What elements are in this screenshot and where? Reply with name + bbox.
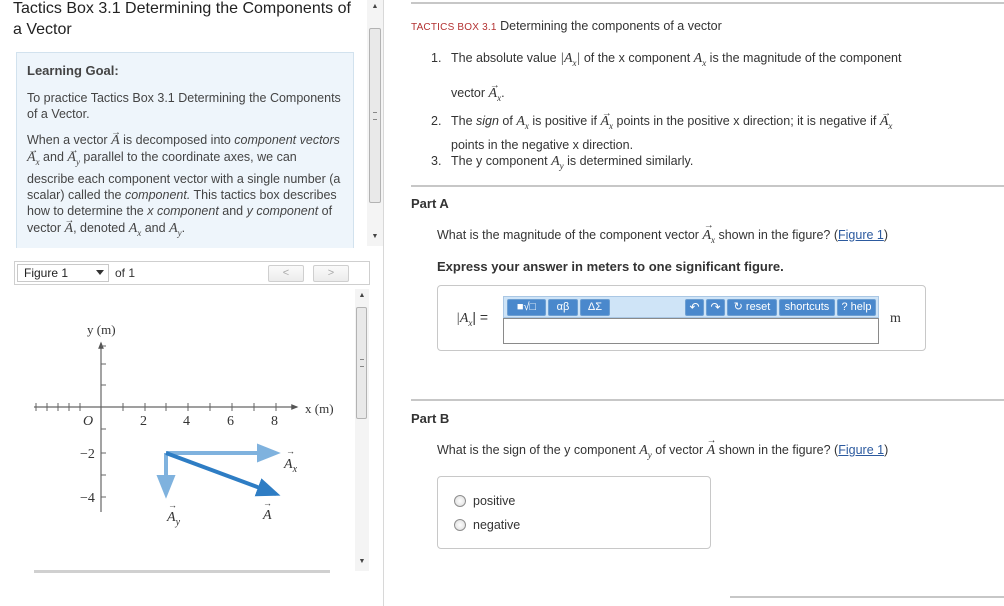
desc-text: and	[218, 204, 247, 219]
desc-emphasis: y component	[246, 204, 319, 219]
y-tick-label: −4	[80, 491, 95, 506]
y-tick-label: −2	[80, 447, 95, 462]
greek-letters-button[interactable]: αβ	[548, 299, 578, 316]
answer-unit: m	[890, 311, 901, 326]
help-button[interactable]: ? help	[837, 299, 876, 316]
arrow-accent-icon: →	[263, 498, 272, 508]
answer-instructions: Express your answer in meters to one significant figure.	[437, 259, 784, 274]
component-Ax: $A_x$	[128, 220, 142, 238]
arrow-accent-icon: →	[286, 446, 295, 456]
x-axis-label: x (m)	[305, 401, 334, 416]
step-text: is positive if	[528, 113, 601, 128]
divider	[730, 596, 1004, 598]
desc-emphasis: component.	[124, 188, 191, 203]
vector-Ax: → $A_x$	[702, 228, 715, 245]
desc-text: parallel to the coordinate axes, we can describe each component vector with a single number (a scalar) called the	[27, 150, 341, 203]
desc-text: of vector	[27, 204, 333, 235]
scroll-up-icon[interactable]: ▲	[358, 292, 366, 299]
scroll-up-icon[interactable]: ▲	[371, 3, 379, 10]
desc-emphasis: x component	[147, 204, 219, 219]
grip-icon	[360, 359, 364, 367]
part-b-title: Part B	[411, 411, 450, 426]
left-scrollbar[interactable]	[367, 0, 383, 246]
desc-text: .	[181, 220, 186, 235]
step-emphasis: sign	[476, 113, 499, 128]
component-Ax: $A_x$	[693, 51, 707, 68]
y-tick-marks	[101, 346, 106, 497]
figure-select[interactable]	[17, 264, 109, 282]
next-figure-button[interactable]: >	[313, 265, 349, 282]
figure-toolbar	[14, 261, 370, 285]
scroll-down-icon[interactable]: ▼	[371, 233, 379, 240]
component-Ay: $A_y$	[169, 220, 182, 238]
x-tick-label: 6	[227, 414, 234, 429]
step-text: of the x component	[580, 51, 694, 65]
learning-goal-heading: Learning Goal:	[27, 63, 119, 78]
math-editor-toolbar	[503, 296, 879, 318]
desc-text: When a vector	[27, 133, 112, 147]
desc-text: is decomposed into	[119, 133, 235, 147]
problem-title: Tactics Box 3.1 Determining the Components of a Vector	[13, 0, 351, 38]
vector-A-arrow	[166, 453, 276, 494]
question-text: shown in the figure? (	[715, 443, 839, 457]
vector-Ax: → $A_x$	[489, 81, 502, 111]
step-text: The absolute value	[451, 51, 561, 65]
shortcuts-button[interactable]: shortcuts	[779, 299, 835, 316]
option-positive[interactable]	[454, 494, 515, 508]
reset-icon: ↻	[733, 301, 746, 313]
figure-scrollbar[interactable]	[355, 289, 369, 571]
desc-emphasis: component vectors	[234, 133, 340, 147]
figure-select-value: Figure 1	[24, 266, 69, 280]
tactics-box-label: TACTICS BOX 3.1	[411, 22, 497, 33]
option-label: positive	[473, 494, 516, 508]
desc-text: and	[141, 220, 170, 235]
radio-button[interactable]	[454, 495, 466, 507]
figure-link[interactable]: Figure 1	[838, 443, 885, 457]
desc-text: , denoted	[73, 220, 129, 235]
tactics-steps	[431, 45, 971, 175]
vector-A: → A	[111, 133, 120, 149]
question-text: )	[883, 228, 889, 242]
question-text: )	[884, 443, 889, 457]
part-b-question	[437, 443, 888, 460]
part-a-answer-box	[437, 285, 926, 351]
learning-goal-description	[27, 132, 343, 241]
component-Ay: $A_y$	[551, 154, 564, 172]
component-Ax: $A_x$	[516, 113, 529, 131]
step-text: The y component	[451, 154, 552, 169]
templates-button[interactable]: ■√□	[507, 299, 546, 316]
step-text: .	[501, 85, 505, 100]
abs-Ax: $|A_x|$	[560, 51, 581, 68]
step-text: points in the positive x direction; it is negative if	[613, 113, 880, 128]
previous-figure-button[interactable]: <	[268, 265, 304, 282]
tactics-box-title: Determining the components of a vector	[496, 19, 722, 33]
desc-text: and	[39, 150, 68, 165]
x-tick-label: 8	[271, 414, 278, 429]
step-text: vector	[451, 85, 489, 100]
step-text: of	[498, 113, 517, 128]
vector-figure	[14, 287, 354, 572]
step-text: is the magnitude of the component	[706, 51, 902, 65]
step-number: 2.	[431, 113, 442, 128]
left-pane	[0, 0, 384, 606]
right-pane	[385, 0, 1004, 606]
scroll-down-icon[interactable]: ▼	[358, 558, 366, 565]
undo-button[interactable]: ↶	[685, 299, 704, 316]
divider	[411, 399, 1004, 401]
radio-button[interactable]	[454, 519, 466, 531]
answer-label: $|A_x|$ =	[456, 309, 489, 328]
question-text: What is the sign of the y component	[437, 443, 640, 457]
math-editor	[503, 296, 879, 344]
step-text: The	[451, 113, 477, 128]
chevron-down-icon	[96, 270, 104, 275]
component-Ay: $A_y$	[639, 443, 652, 460]
step-text: is determined similarly.	[563, 154, 694, 169]
tactics-box-heading	[411, 19, 722, 33]
scroll-thumb[interactable]	[356, 307, 367, 419]
arrow-accent-icon: →	[168, 500, 177, 510]
figure-1	[14, 287, 370, 577]
step-text: points in the negative x direction.	[451, 138, 634, 153]
y-axis-label: y (m)	[87, 322, 116, 337]
redo-button[interactable]: ↷	[706, 299, 725, 316]
part-a-question	[437, 228, 888, 245]
list-item	[431, 111, 971, 153]
reset-button[interactable]: ↻ reset	[727, 299, 777, 316]
learning-goal-box	[16, 52, 354, 248]
question-text: What is the magnitude of the component vector	[437, 228, 703, 242]
x-tick-label: 2	[140, 414, 147, 429]
vector-Ay-label: $A_y$	[167, 510, 181, 528]
grip-icon	[373, 112, 377, 120]
vector-A-label: A	[263, 508, 272, 523]
desc-text: This tactics box describes how to determine the	[27, 188, 337, 219]
step-number: 1.	[431, 51, 442, 65]
figure-link[interactable]: Figure 1	[838, 228, 884, 242]
symbols-button[interactable]: ΔΣ	[580, 299, 610, 316]
origin-label: O	[83, 414, 94, 429]
figure-horizontal-scrollbar[interactable]	[34, 570, 330, 573]
learning-goal-text: To practice Tactics Box 3.1 Determining the Components of a Vector.	[27, 91, 341, 121]
step-number: 3.	[431, 154, 442, 169]
question-text: of vector	[651, 443, 707, 457]
list-item	[431, 45, 971, 111]
vector-Ax: → $A_x$	[600, 112, 613, 136]
divider	[411, 2, 1004, 4]
figure-count: of 1	[115, 266, 136, 280]
divider	[411, 185, 1004, 187]
vector-A: → A	[65, 221, 74, 237]
answer-input[interactable]	[503, 318, 879, 344]
vector-Ax: → $A_x$	[880, 112, 893, 136]
vector-A: → A	[707, 443, 716, 459]
option-negative[interactable]	[454, 518, 520, 532]
part-a-title: Part A	[411, 196, 449, 211]
option-label: negative	[473, 518, 521, 532]
scroll-thumb[interactable]	[369, 28, 381, 203]
x-tick-label: 4	[183, 414, 190, 429]
vector-Ax: → $A_x$	[27, 150, 40, 170]
list-item	[431, 152, 971, 175]
vector-Ay: → $A_y$	[67, 150, 80, 170]
question-text: shown in the figure? (	[715, 228, 838, 242]
vector-Ax-label: $A_x$	[284, 457, 298, 475]
part-b-choices	[437, 476, 711, 549]
